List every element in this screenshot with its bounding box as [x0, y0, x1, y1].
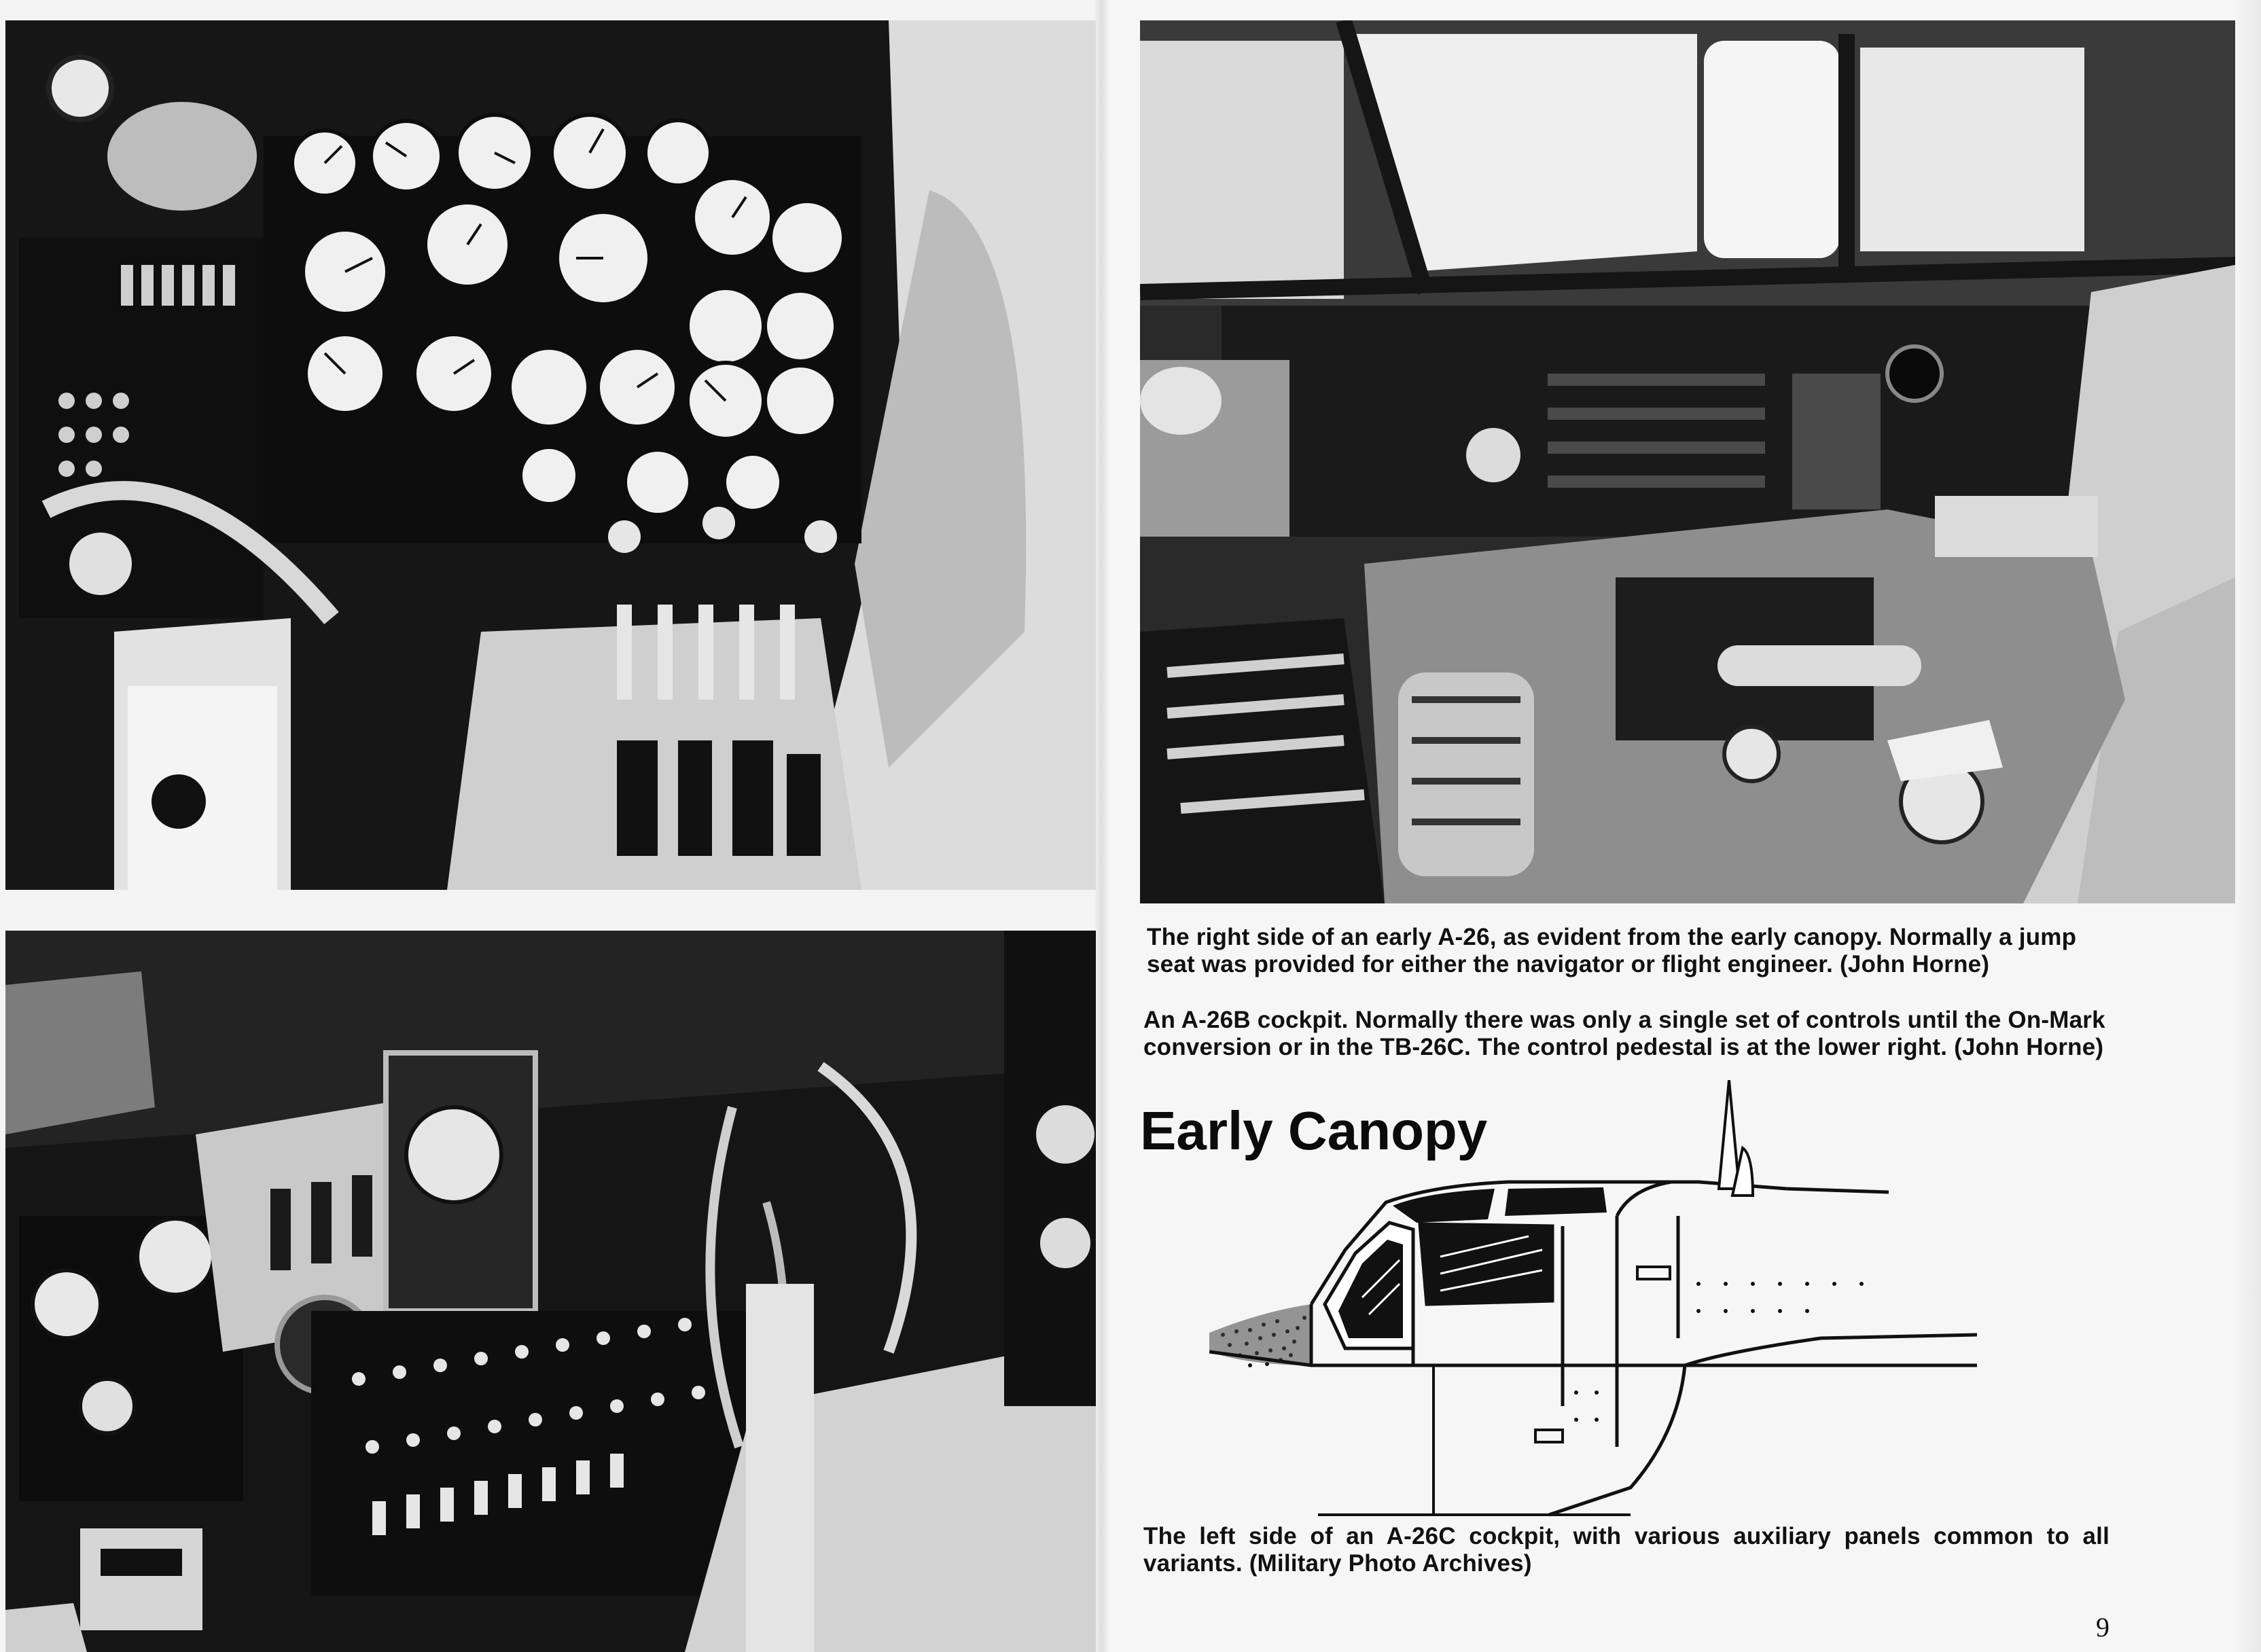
caption-a26b-cockpit: An A-26B cockpit. Normally there was only a single set of controls until the On-Mark conversion or in the TB-26C. The control pedestal is at the lower right. (John Horne): [1143, 1007, 2105, 1060]
page-gutter: [1094, 0, 1109, 1652]
caption-a26c-left-side: The left side of an A-26C cockpit, with various auxiliary panels common to all variants. (Military Photo Archives): [1143, 1523, 2109, 1577]
photo-instrument-panel: [5, 20, 1096, 890]
photo-right-side-cockpit: [1140, 20, 2235, 903]
early-canopy-drawing: [1209, 1080, 1977, 1528]
caption-right-side-early: The right side of an early A-26, as evident from the early canopy. Normally a jump seat was provided for either the navigator or flight engineer. (John Horne): [1147, 924, 2077, 977]
page-number: 9: [2096, 1612, 2109, 1642]
photo-left-side-panels: [5, 931, 1096, 1652]
drawing-heading: Early Canopy: [1140, 1100, 1488, 1161]
page-edge: [2234, 0, 2261, 1652]
